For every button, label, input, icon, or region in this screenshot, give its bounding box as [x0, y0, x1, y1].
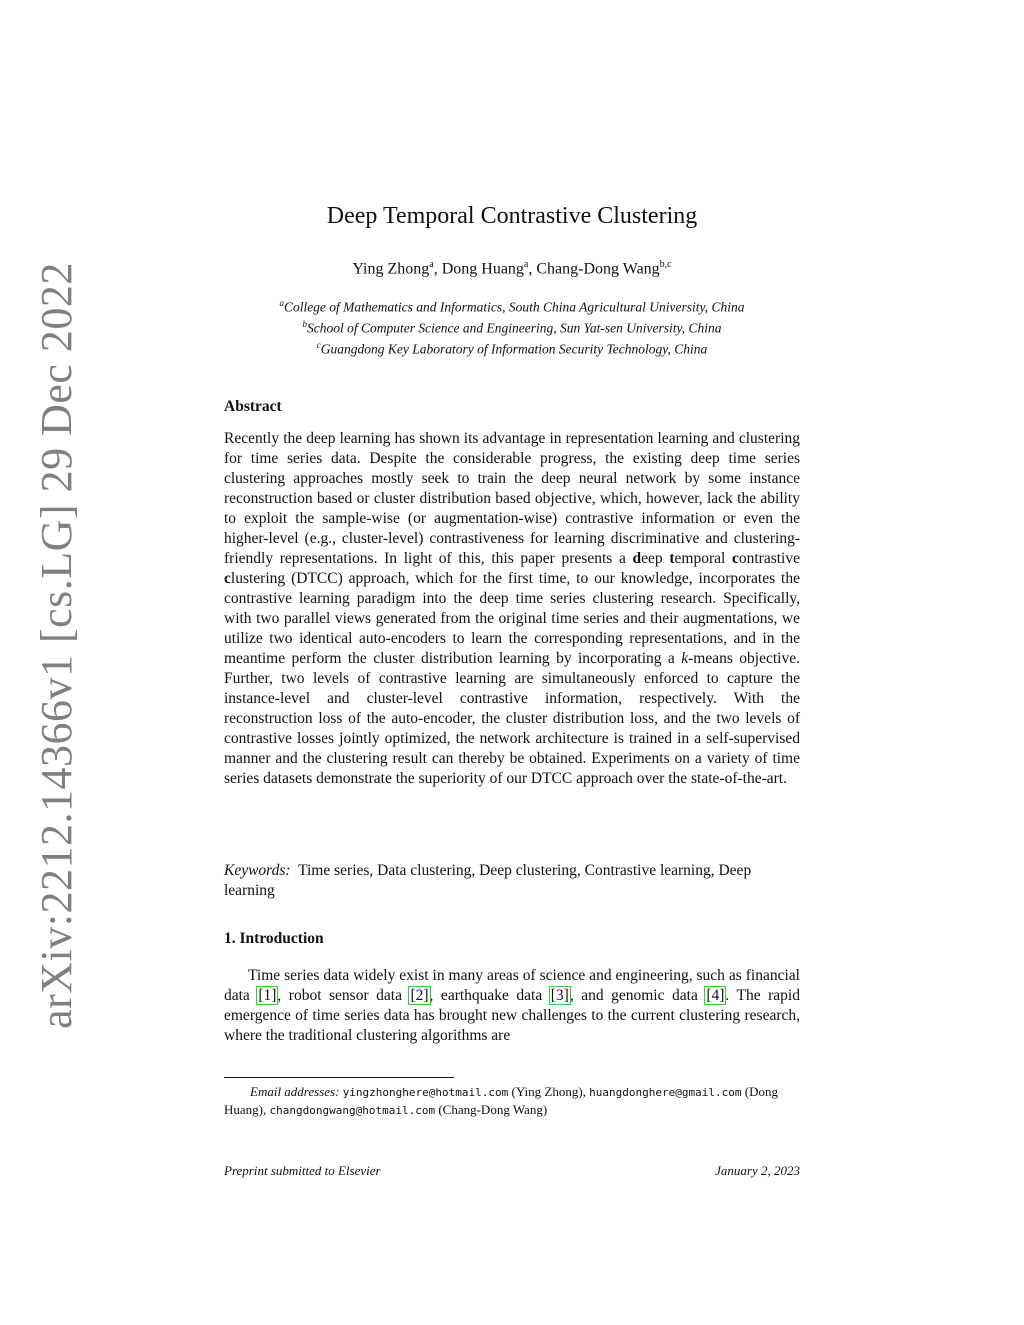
- acronym-rest: emporal: [674, 550, 732, 567]
- email-address[interactable]: changdongwang@hotmail.com: [269, 1104, 436, 1117]
- abstract-text: (DTCC) approach, which for the first time, to our knowledge, incorporates the contrastive learning paradigm into the deep time series clustering research. Specifically, with two parallel views generated from the original time series and their augmentations, we utilize two identical auto-encoders to learn the corresponding representations, and in the meantime perform the cluster distribution learning by incorporating a: [224, 570, 800, 667]
- introduction-paragraph: [224, 966, 800, 1046]
- citation-link[interactable]: [3]: [550, 987, 569, 1004]
- citation-link[interactable]: [2]: [410, 987, 429, 1004]
- intro-text: , and genomic data: [569, 987, 706, 1004]
- affiliation-text: School of Computer Science and Engineering, Sun Yat-sen University, China: [306, 320, 722, 336]
- acronym-letter: d: [632, 550, 642, 567]
- citation-link[interactable]: [1]: [258, 987, 277, 1004]
- affiliation-mark: c: [316, 340, 321, 350]
- abstract-body: [224, 429, 800, 789]
- acronym-rest: eep: [641, 550, 670, 567]
- footnote-name: (Ying Zhong),: [508, 1084, 590, 1099]
- affiliation-text: Guangdong Key Laboratory of Information Security Technology, China: [320, 341, 708, 357]
- section-heading-introduction: 1. Introduction: [224, 930, 324, 947]
- author-affiliation-mark: b,c: [659, 259, 672, 270]
- affiliation-mark: b: [302, 319, 307, 329]
- arxiv-identifier-stamp: [28, 261, 84, 1029]
- email-footnote: [224, 1083, 800, 1119]
- footnote-rule: [224, 1077, 454, 1078]
- footer-date: January 2, 2023: [715, 1163, 800, 1178]
- arxiv-identifier-text: arXiv:2212.14366v1 [cs.LG] 29 Dec 2022: [31, 261, 81, 1029]
- author-list: Ying Zhong$^a$, Dong Huang$^a$, Chang-Dong Wang$^{b,c}$: [352, 259, 672, 278]
- intro-text: Time series data widely exist in many areas of science and engineering, such as financial data: [224, 967, 800, 1004]
- affiliation-mark: a: [279, 298, 284, 308]
- author-affiliation-mark: a: [429, 259, 434, 270]
- math-variable: k: [681, 650, 689, 667]
- author-name: Dong Huang: [441, 260, 524, 278]
- author-name: Ying Zhong: [352, 260, 430, 278]
- acronym-rest: lustering: [230, 570, 286, 587]
- footer-journal: Preprint submitted to Elsevier: [224, 1163, 381, 1178]
- affiliation-list: [0, 295, 1024, 358]
- affiliation-line: [0, 316, 1024, 337]
- footnote-label: Email addresses:: [250, 1084, 340, 1099]
- intro-text: . The rapid emergence of time series data has brought new challenges to the current clustering research, where the traditional clustering algorithms are: [224, 987, 800, 1044]
- intro-text: , robot sensor data: [277, 987, 410, 1004]
- citation-link[interactable]: [4]: [706, 987, 725, 1004]
- author-affiliation-mark: a: [523, 259, 529, 270]
- keywords: [224, 861, 800, 901]
- abstract-text: Recently the deep learning has shown its advantage in representation learning and clustering for time series data. Despite the considerable progress, the existing deep time series clustering approaches mostly seek to train the deep neural network by some instance reconstruction based or cluster distribution based objective, which, however, lack the ability to exploit the sample-wise (or augmentation-wise) contrastive information or even the higher-level (e.g., cluster-level) contrastiveness for learning discriminative and clustering-friendly representations. In light of this, this paper presents a: [224, 430, 800, 567]
- keywords-label: Keywords:: [224, 862, 291, 879]
- affiliation-text: College of Mathematics and Informatics, South China Agricultural University, China: [283, 299, 745, 315]
- affiliation-line: [0, 295, 1024, 316]
- acronym-letter: c: [731, 550, 739, 567]
- affiliation-line: [0, 337, 1024, 358]
- email-address[interactable]: yingzhonghere@hotmail.com: [342, 1086, 509, 1099]
- author-name: Chang-Dong Wang: [536, 260, 660, 278]
- keywords-text: Time series, Data clustering, Deep clustering, Contrastive learning, Deep learning: [224, 862, 752, 899]
- acronym-letter: t: [669, 550, 675, 567]
- acronym-letter: c: [224, 570, 231, 587]
- intro-text: , earthquake data: [429, 987, 550, 1004]
- abstract-text: -means objective. Further, two levels of contrastive learning are simultaneously enforced to capture the instance-level and cluster-level contrastive information, respectively. With the reconstruction loss of the auto-encoder, the cluster distribution loss, and the two levels of contrastive losses jointly optimized, the network architecture is trained in a self-supervised manner and the clustering result can thereby be obtained. Experiments on a variety of time series datasets demonstrate the superiority of our DTCC approach over the state-of-the-art.: [224, 650, 800, 787]
- footnote-name: (Dong Huang),: [224, 1084, 778, 1117]
- email-address[interactable]: huangdonghere@gmail.com: [589, 1086, 742, 1099]
- abstract-heading: Abstract: [224, 398, 282, 415]
- footnote-name: (Chang-Dong Wang): [435, 1102, 548, 1117]
- paper-title: Deep Temporal Contrastive Clustering: [326, 203, 698, 229]
- acronym-rest: ontrastive: [738, 550, 800, 567]
